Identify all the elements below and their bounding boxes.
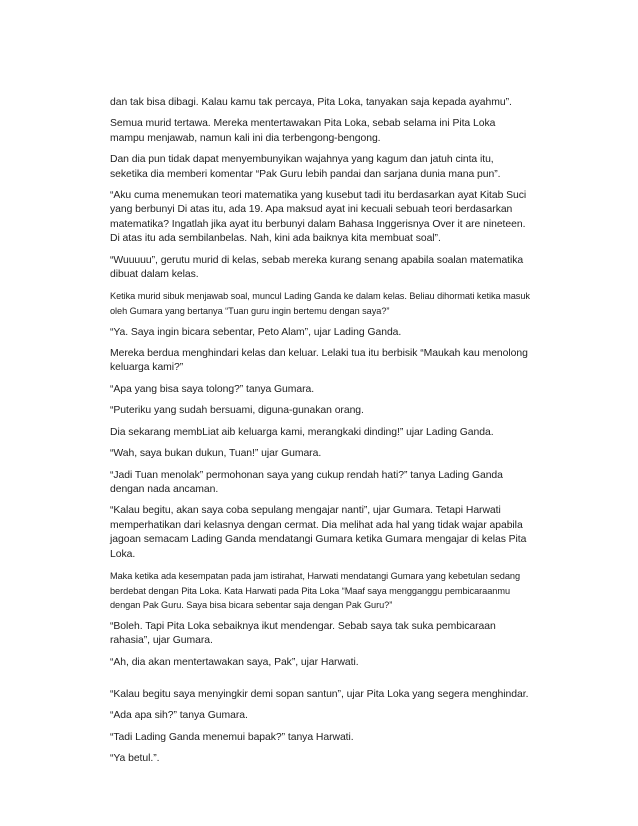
- paragraph: Dan dia pun tidak dapat menyembunyikan wajahnya yang kagum dan jatuh cinta itu, seketika dia memberi komentar “Pak Guru lebih pandai dan sarjana dunia mana pun”.: [110, 154, 501, 180]
- paragraph: “Ah, dia akan mentertawakan saya, Pak”, ujar Harwati.: [110, 656, 359, 668]
- paragraph-spacer: [110, 677, 530, 688]
- paragraph: “Kalau begitu, akan saya coba sepulang mengajar nanti”, ujar Gumara. Tetapi Harwati memperhatikan dari kelasnya dengan cermat. Dia melihat ada hal yang tidak wajar apabila jagoan semacam Lading Ganda mendatangi Gumara ketika Gumara mengajar di kelas Pita Loka.: [110, 505, 527, 560]
- paragraph: Semua murid tertawa. Mereka mentertawakan Pita Loka, sebab selama ini Pita Loka mampu menjawab, namun kali ini dia terbengong-bengong.: [110, 118, 496, 144]
- paragraph: “Ada apa sih?” tanya Gumara.: [110, 710, 248, 722]
- paragraph: “Wuuuuu”, gerutu murid di kelas, sebab mereka kurang senang apabila soalan matematika dibuat dalam kelas.: [110, 254, 524, 281]
- paragraph: “Apa yang bisa saya tolong?” tanya Gumara.: [110, 383, 315, 395]
- paragraph: Dia sekarang membLiat aib keluarga kami, merangkaki dinding!” ujar Lading Ganda.: [110, 426, 494, 438]
- paragraph: “Puteriku yang sudah bersuami, diguna-gunakan orang.: [110, 405, 364, 417]
- paragraph: “Kalau begitu saya menyingkir demi sopan santun”, ujar Pita Loka yang segera menghindar.: [110, 688, 529, 700]
- paragraph: “Aku cuma menemukan teori matematika yang kusebut tadi itu berdasarkan ayat Kitab Suci yang berbunyi Di atas itu, ada 19. Apa maksud ayat ini kecuali sebuah teori berdasarkan matematika? Ingatlah jika ayat itu berbunyi dalam Bahasa Inggerisnya Over it are nineteen. Di atas itu ada sembilanbelas. Nah, kini ada baiknya kita membuat soal”.: [110, 190, 527, 245]
- paragraph: “Tadi Lading Ganda menemui bapak?” tanya Harwati.: [110, 731, 354, 743]
- paragraph: dan tak bisa dibagi. Kalau kamu tak percaya, Pita Loka, tanyakan saja kepada ayahmu”.: [110, 97, 512, 108]
- paragraph: Mereka berdua menghindari kelas dan keluar. Lelaki tua itu berbisik “Maukah kau menolong keluarga kami?”: [110, 348, 528, 374]
- paragraph: Ketika murid sibuk menjawab soal, muncul Lading Ganda ke dalam kelas. Beliau dihormati ketika masuk oleh Gumara yang bertanya “Tuan guru ingin bertemu dengan saya?”: [110, 291, 530, 317]
- document-page: [110, 96, 530, 774]
- paragraph: “Ya betul.”.: [110, 753, 160, 765]
- paragraph: “Jadi Tuan menolak” permohonan saya yang cukup rendah hati?” tanya Lading Ganda dengan nada ancaman.: [110, 469, 503, 495]
- paragraph: “Ya. Saya ingin bicara sebentar, Peto Alam”, ujar Lading Ganda.: [110, 326, 402, 338]
- paragraph: “Boleh. Tapi Pita Loka sebaiknya ikut mendengar. Sebab saya tak suka pembicaraan rahasia”, ujar Gumara.: [110, 620, 496, 647]
- paragraph: Maka ketika ada kesempatan pada jam istirahat, Harwati mendatangi Gumara yang kebetulan sedang berdebat dengan Pita Loka. Kata Harwati pada Pita Loka “Maaf saya mengganggu pembicaraanmu dengan Pak Guru. Saya bisa bicara sebentar saja dengan Pak Guru?”: [110, 570, 520, 611]
- paragraph: “Wah, saya bukan dukun, Tuan!” ujar Gumara.: [110, 448, 322, 460]
